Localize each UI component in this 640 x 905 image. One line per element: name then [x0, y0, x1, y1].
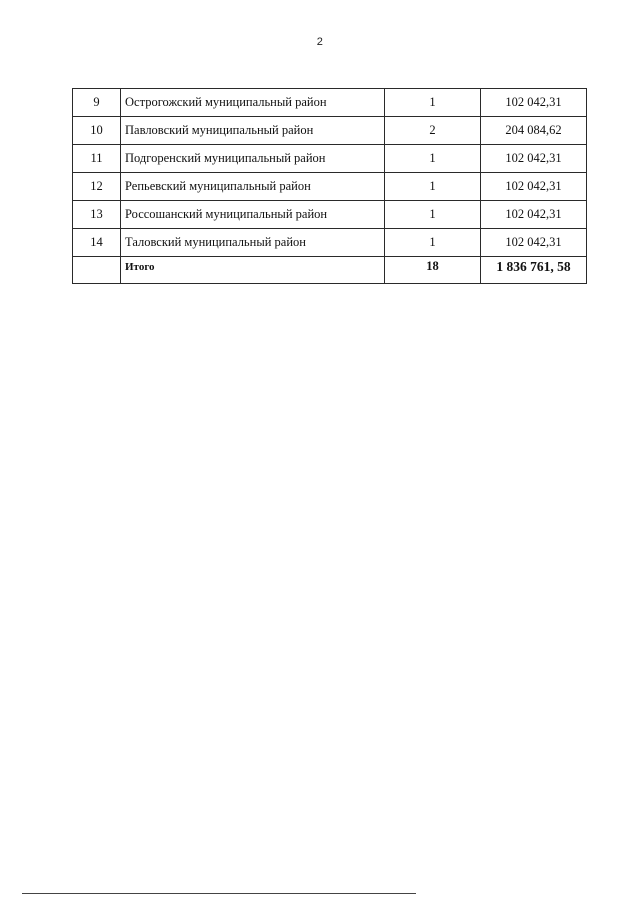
table-row — [73, 173, 587, 201]
row-count: 1 — [385, 173, 481, 201]
table-row — [73, 145, 587, 173]
footer-divider — [22, 893, 416, 894]
page-number: 2 — [316, 36, 324, 48]
row-number: 11 — [73, 145, 121, 173]
district-name: Острогожский муниципальный район — [121, 89, 385, 117]
table-row — [73, 201, 587, 229]
row-number: 12 — [73, 173, 121, 201]
district-name: Павловский муниципальный район — [121, 117, 385, 145]
row-sum: 102 042,31 — [481, 229, 587, 257]
district-name: Репьевский муниципальный район — [121, 173, 385, 201]
allocation-table — [72, 88, 587, 284]
row-sum: 102 042,31 — [481, 145, 587, 173]
district-name: Россошанский муниципальный район — [121, 201, 385, 229]
row-count: 1 — [385, 201, 481, 229]
row-number: 13 — [73, 201, 121, 229]
table-row — [73, 89, 587, 117]
total-sum: 1 836 761, 58 — [481, 257, 587, 284]
total-row — [73, 257, 587, 284]
table-row — [73, 229, 587, 257]
row-sum: 102 042,31 — [481, 201, 587, 229]
total-label: Итого — [121, 257, 385, 284]
row-count: 1 — [385, 145, 481, 173]
row-number: 9 — [73, 89, 121, 117]
row-count: 2 — [385, 117, 481, 145]
row-sum: 204 084,62 — [481, 117, 587, 145]
row-count: 1 — [385, 229, 481, 257]
district-name: Подгоренский муниципальный район — [121, 145, 385, 173]
table-row — [73, 117, 587, 145]
row-sum: 102 042,31 — [481, 173, 587, 201]
row-number: 14 — [73, 229, 121, 257]
row-sum: 102 042,31 — [481, 89, 587, 117]
total-number — [73, 257, 121, 284]
total-count: 18 — [385, 257, 481, 284]
district-name: Таловский муниципальный район — [121, 229, 385, 257]
row-count: 1 — [385, 89, 481, 117]
row-number: 10 — [73, 117, 121, 145]
